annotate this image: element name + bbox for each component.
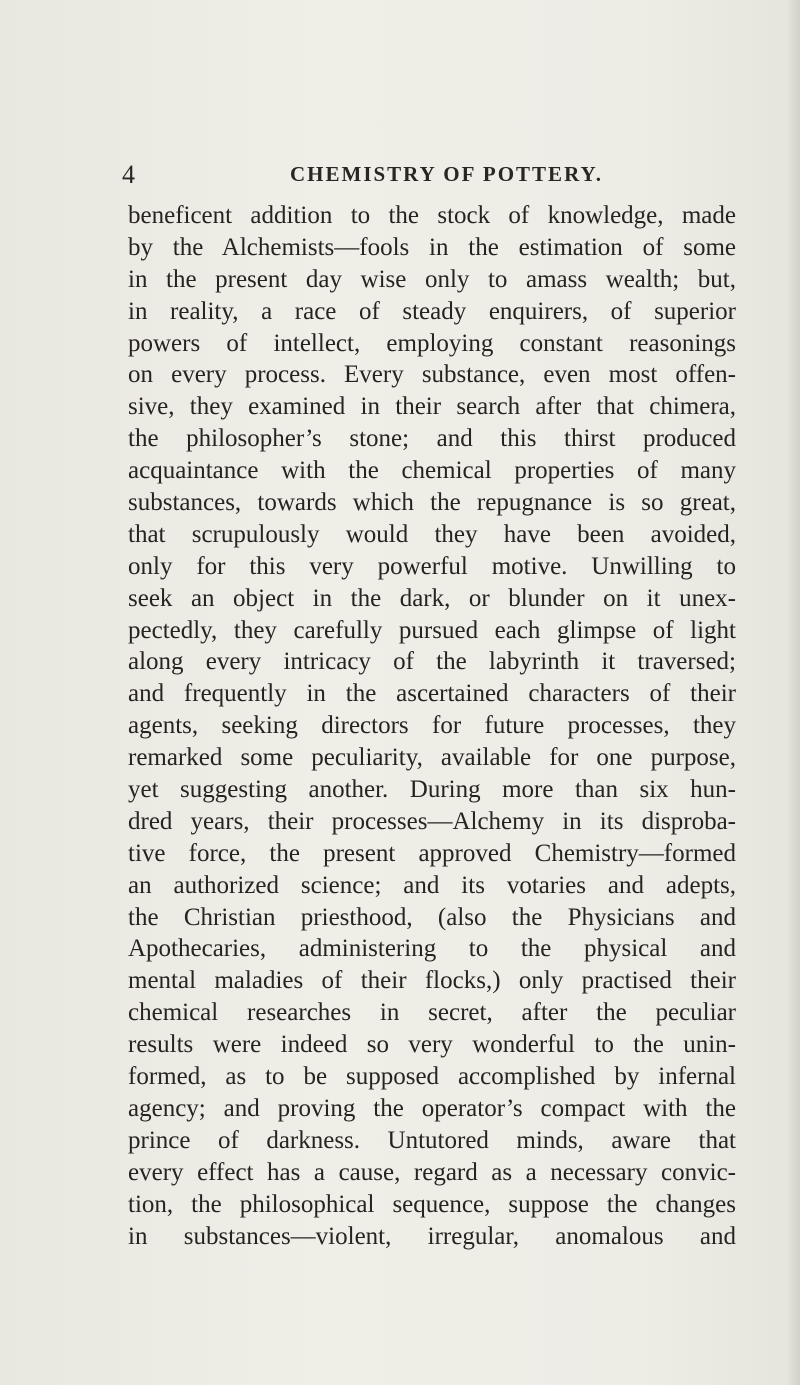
text-line: agency; and proving the operator’s compact with the: [128, 1094, 736, 1122]
text-line: tive force, the present approved Chemistry—formed: [128, 839, 736, 867]
text-line: sive, they examined in their search after that chimera,: [128, 393, 736, 421]
text-line: remarked some peculiarity, available for one purpose,: [128, 744, 736, 772]
text-line: beneficent addition to the stock of knowledge, made: [128, 202, 736, 229]
text-line: formed, as to be supposed accomplished by infernal: [128, 1063, 736, 1091]
text-line: in substances—violent, irregular, anomalous and: [128, 1222, 736, 1250]
text-line: the Christian priesthood, (also the Physicians and: [128, 903, 736, 931]
text-line: along every intricacy of the labyrinth it traversed;: [128, 648, 736, 676]
text-line: by the Alchemists—fools in the estimation of some: [128, 233, 736, 261]
text-line: yet suggesting another. During more than six hun-: [128, 776, 736, 804]
text-line: acquaintance with the chemical properties of many: [128, 457, 736, 485]
page-header: [0, 160, 800, 194]
body-text: [128, 200, 736, 1252]
text-line: tion, the philosophical sequence, suppose the changes: [128, 1190, 736, 1218]
text-line: substances, towards which the repugnance is so great,: [128, 489, 736, 517]
text-line: in the present day wise only to amass wealth; but,: [128, 265, 736, 293]
text-line: an authorized science; and its votaries and adepts,: [128, 871, 736, 899]
text-line: only for this very powerful motive. Unwilling to: [128, 552, 736, 580]
text-line: pectedly, they carefully pursued each glimpse of light: [128, 616, 736, 644]
text-line: Apothecaries, administering to the physical and: [128, 935, 736, 963]
text-line: chemical researches in secret, after the peculiar: [128, 999, 736, 1027]
text-line: dred years, their processes—Alchemy in its disproba-: [128, 807, 736, 835]
text-line: mental maladies of their flocks,) only practised their: [128, 967, 736, 995]
text-line: in reality, a race of steady enquirers, of superior: [128, 297, 736, 325]
text-line: every effect has a cause, regard as a necessary convic-: [128, 1158, 736, 1186]
text-line: seek an object in the dark, or blunder on it unex-: [128, 584, 736, 612]
page-edge-shadow: [786, 0, 800, 1385]
text-line: that scrupulously would they have been avoided,: [128, 520, 736, 548]
running-title: CHEMISTRY OF POTTERY.: [290, 162, 603, 186]
text-line: on every process. Every substance, even most offen-: [128, 361, 736, 389]
text-line: the philosopher’s stone; and this thirst produced: [128, 425, 736, 453]
text-line: powers of intellect, employing constant reasonings: [128, 329, 736, 357]
text-line: prince of darkness. Untutored minds, aware that: [128, 1126, 736, 1154]
text-line: and frequently in the ascertained characters of their: [128, 680, 736, 708]
text-line: agents, seeking directors for future processes, they: [128, 712, 736, 740]
page-number: 4: [122, 160, 135, 189]
text-line: results were indeed so very wonderful to the unin-: [128, 1031, 736, 1059]
